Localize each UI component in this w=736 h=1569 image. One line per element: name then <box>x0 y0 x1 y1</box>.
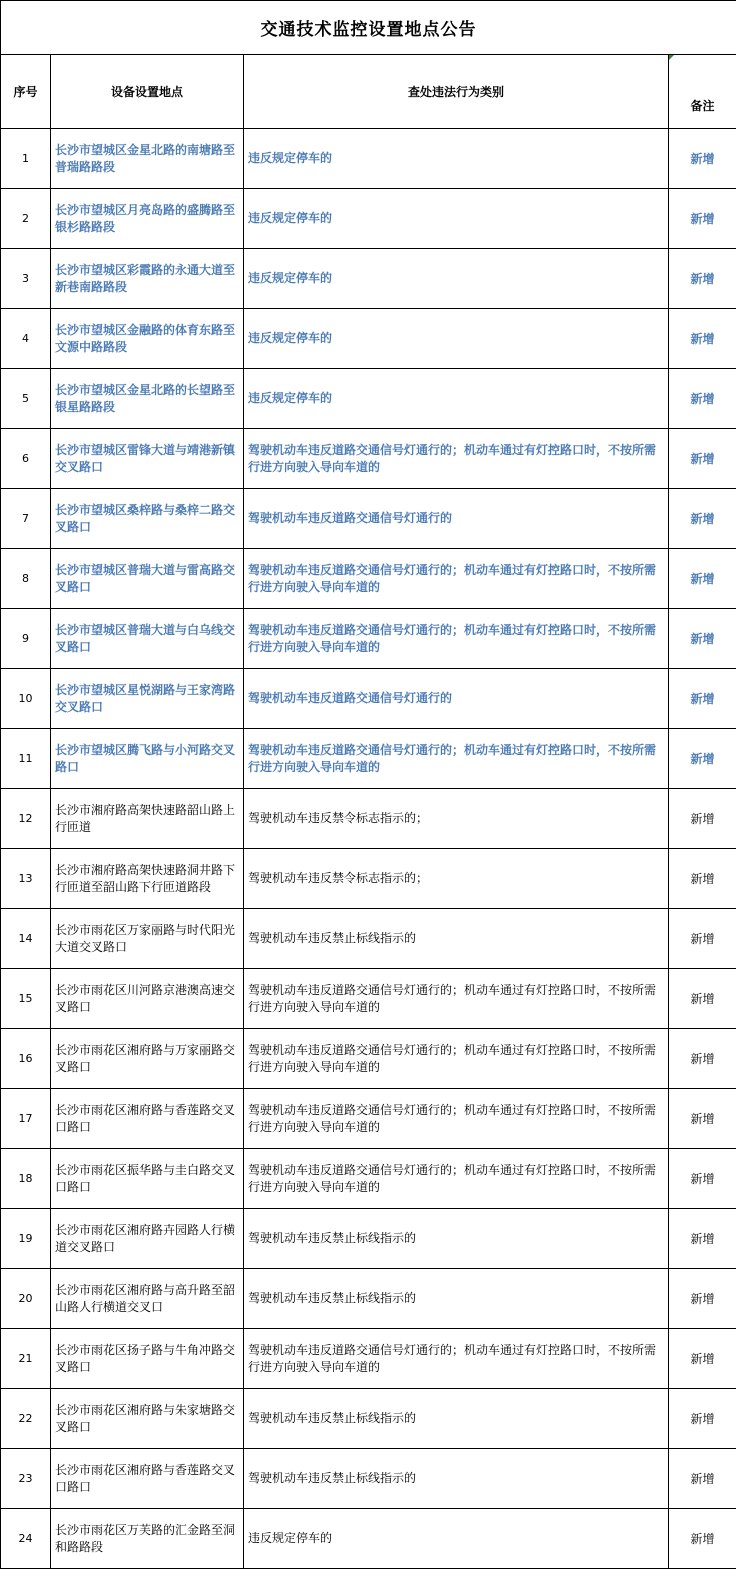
row-violation: 违反规定停车的 <box>244 189 669 249</box>
row-location: 长沙市湘府路高架快速路洞井路下行匝道至韶山路下行匝道路段 <box>51 849 244 909</box>
row-seq: 3 <box>1 249 51 309</box>
row-note: 新增 <box>669 1389 736 1449</box>
table-row <box>1 249 736 309</box>
row-note: 新增 <box>669 189 736 249</box>
row-violation: 驾驶机动车违反禁止标线指示的 <box>244 909 669 969</box>
table-row <box>1 1089 736 1149</box>
row-location: 长沙市雨花区湘府路与香莲路交叉口路口 <box>51 1449 244 1509</box>
row-seq: 9 <box>1 609 51 669</box>
row-seq: 11 <box>1 729 51 789</box>
row-location: 长沙市望城区普瑞大道与白乌线交叉路口 <box>51 609 244 669</box>
row-seq: 19 <box>1 1209 51 1269</box>
row-location: 长沙市雨花区万家丽路与时代阳光大道交叉路口 <box>51 909 244 969</box>
row-note: 新增 <box>669 1509 736 1569</box>
row-note: 新增 <box>669 549 736 609</box>
row-note: 新增 <box>669 909 736 969</box>
row-note: 新增 <box>669 1149 736 1209</box>
row-location: 长沙市望城区桑梓路与桑梓二路交叉路口 <box>51 489 244 549</box>
table-row <box>1 129 736 189</box>
header-seq: 序号 <box>1 55 51 129</box>
row-note: 新增 <box>669 249 736 309</box>
row-location: 长沙市望城区雷锋大道与靖港新镇交叉路口 <box>51 429 244 489</box>
row-violation: 违反规定停车的 <box>244 129 669 189</box>
row-violation: 驾驶机动车违反道路交通信号灯通行的；机动车通过有灯控路口时，不按所需行进方向驶入导向车道的 <box>244 609 669 669</box>
row-location: 长沙市雨花区湘府路与香莲路交叉口路口 <box>51 1089 244 1149</box>
row-seq: 12 <box>1 789 51 849</box>
row-note: 新增 <box>669 1029 736 1089</box>
row-violation: 驾驶机动车违反道路交通信号灯通行的；机动车通过有灯控路口时，不按所需行进方向驶入导向车道的 <box>244 549 669 609</box>
row-seq: 22 <box>1 1389 51 1449</box>
row-note: 新增 <box>669 1209 736 1269</box>
row-note: 新增 <box>669 849 736 909</box>
row-seq: 4 <box>1 309 51 369</box>
row-violation: 违反规定停车的 <box>244 309 669 369</box>
table-row <box>1 1389 736 1449</box>
row-location: 长沙市雨花区扬子路与牛角冲路交叉路口 <box>51 1329 244 1389</box>
row-violation: 驾驶机动车违反道路交通信号灯通行的；机动车通过有灯控路口时，不按所需行进方向驶入导向车道的 <box>244 1149 669 1209</box>
row-note: 新增 <box>669 1329 736 1389</box>
row-note: 新增 <box>669 669 736 729</box>
row-violation: 驾驶机动车违反禁止标线指示的 <box>244 1209 669 1269</box>
row-note: 新增 <box>669 1269 736 1329</box>
table-row <box>1 1509 736 1569</box>
table-row <box>1 669 736 729</box>
table-row <box>1 909 736 969</box>
row-violation: 驾驶机动车违反道路交通信号灯通行的；机动车通过有灯控路口时，不按所需行进方向驶入导向车道的 <box>244 1329 669 1389</box>
row-violation: 驾驶机动车违反道路交通信号灯通行的；机动车通过有灯控路口时，不按所需行进方向驶入导向车道的 <box>244 969 669 1029</box>
row-location: 长沙市雨花区湘府路与万家丽路交叉路口 <box>51 1029 244 1089</box>
row-violation: 违反规定停车的 <box>244 249 669 309</box>
header-violation: 查处违法行为类别 <box>244 55 669 129</box>
row-violation: 驾驶机动车违反道路交通信号灯通行的 <box>244 669 669 729</box>
row-note: 新增 <box>669 369 736 429</box>
row-seq: 14 <box>1 909 51 969</box>
row-seq: 21 <box>1 1329 51 1389</box>
row-seq: 8 <box>1 549 51 609</box>
row-note: 新增 <box>669 789 736 849</box>
row-violation: 驾驶机动车违反禁止标线指示的 <box>244 1389 669 1449</box>
row-location: 长沙市望城区普瑞大道与雷高路交叉路口 <box>51 549 244 609</box>
row-violation: 驾驶机动车违反禁止标线指示的 <box>244 1269 669 1329</box>
row-note: 新增 <box>669 429 736 489</box>
row-seq: 18 <box>1 1149 51 1209</box>
table-row <box>1 489 736 549</box>
row-location: 长沙市望城区腾飞路与小河路交叉路口 <box>51 729 244 789</box>
row-violation: 违反规定停车的 <box>244 1509 669 1569</box>
row-violation: 驾驶机动车违反道路交通信号灯通行的；机动车通过有灯控路口时，不按所需行进方向驶入导向车道的 <box>244 729 669 789</box>
row-note: 新增 <box>669 1449 736 1509</box>
row-location: 长沙市望城区金融路的体育东路至文源中路路段 <box>51 309 244 369</box>
table-row <box>1 729 736 789</box>
row-location: 长沙市雨花区湘府路卉园路人行横道交叉路口 <box>51 1209 244 1269</box>
row-location: 长沙市湘府路高架快速路韶山路上行匝道 <box>51 789 244 849</box>
row-violation: 驾驶机动车违反禁令标志指示的； <box>244 789 669 849</box>
row-seq: 24 <box>1 1509 51 1569</box>
table-row <box>1 1029 736 1089</box>
row-note: 新增 <box>669 729 736 789</box>
row-location: 长沙市雨花区湘府路与朱家塘路交叉路口 <box>51 1389 244 1449</box>
row-seq: 16 <box>1 1029 51 1089</box>
row-location: 长沙市望城区月亮岛路的盛腾路至银杉路路段 <box>51 189 244 249</box>
row-seq: 15 <box>1 969 51 1029</box>
row-location: 长沙市雨花区川河路京港澳高速交叉路口 <box>51 969 244 1029</box>
table-row <box>1 969 736 1029</box>
table-row <box>1 309 736 369</box>
table-row <box>1 1449 736 1509</box>
table-row <box>1 789 736 849</box>
page-title: 交通技术监控设置地点公告 <box>1 1 736 55</box>
row-seq: 1 <box>1 129 51 189</box>
row-location: 长沙市望城区彩霞路的永通大道至新巷南路路段 <box>51 249 244 309</box>
table-row <box>1 849 736 909</box>
row-location: 长沙市望城区金星北路的长望路至银星路路段 <box>51 369 244 429</box>
row-note: 新增 <box>669 489 736 549</box>
row-seq: 2 <box>1 189 51 249</box>
header-note: 备注 <box>669 55 736 129</box>
row-seq: 7 <box>1 489 51 549</box>
row-violation: 驾驶机动车违反禁止标线指示的 <box>244 1449 669 1509</box>
table-row <box>1 189 736 249</box>
row-seq: 6 <box>1 429 51 489</box>
table-row <box>1 609 736 669</box>
row-note: 新增 <box>669 309 736 369</box>
row-location: 长沙市雨花区振华路与圭白路交叉口路口 <box>51 1149 244 1209</box>
row-seq: 23 <box>1 1449 51 1509</box>
row-seq: 17 <box>1 1089 51 1149</box>
row-note: 新增 <box>669 609 736 669</box>
table-row <box>1 429 736 489</box>
row-violation: 驾驶机动车违反道路交通信号灯通行的；机动车通过有灯控路口时，不按所需行进方向驶入导向车道的 <box>244 429 669 489</box>
row-location: 长沙市望城区星悦湖路与王家湾路交叉路口 <box>51 669 244 729</box>
row-violation: 驾驶机动车违反道路交通信号灯通行的；机动车通过有灯控路口时，不按所需行进方向驶入导向车道的 <box>244 1029 669 1089</box>
row-violation: 驾驶机动车违反道路交通信号灯通行的 <box>244 489 669 549</box>
table-row <box>1 1209 736 1269</box>
row-seq: 10 <box>1 669 51 729</box>
table-row <box>1 1149 736 1209</box>
row-seq: 13 <box>1 849 51 909</box>
row-seq: 5 <box>1 369 51 429</box>
header-location: 设备设置地点 <box>51 55 244 129</box>
row-location: 长沙市雨花区湘府路与高升路至韶山路人行横道交叉口 <box>51 1269 244 1329</box>
row-note: 新增 <box>669 129 736 189</box>
row-seq: 20 <box>1 1269 51 1329</box>
row-violation: 驾驶机动车违反禁令标志指示的； <box>244 849 669 909</box>
row-violation: 违反规定停车的 <box>244 369 669 429</box>
table-row <box>1 1269 736 1329</box>
row-violation: 驾驶机动车违反道路交通信号灯通行的；机动车通过有灯控路口时，不按所需行进方向驶入导向车道的 <box>244 1089 669 1149</box>
row-location: 长沙市雨花区万芙路的汇金路至洞和路路段 <box>51 1509 244 1569</box>
row-location: 长沙市望城区金星北路的南塘路至普瑞路路段 <box>51 129 244 189</box>
table-row <box>1 549 736 609</box>
table-row <box>1 369 736 429</box>
row-note: 新增 <box>669 969 736 1029</box>
row-note: 新增 <box>669 1089 736 1149</box>
table-row <box>1 1329 736 1389</box>
